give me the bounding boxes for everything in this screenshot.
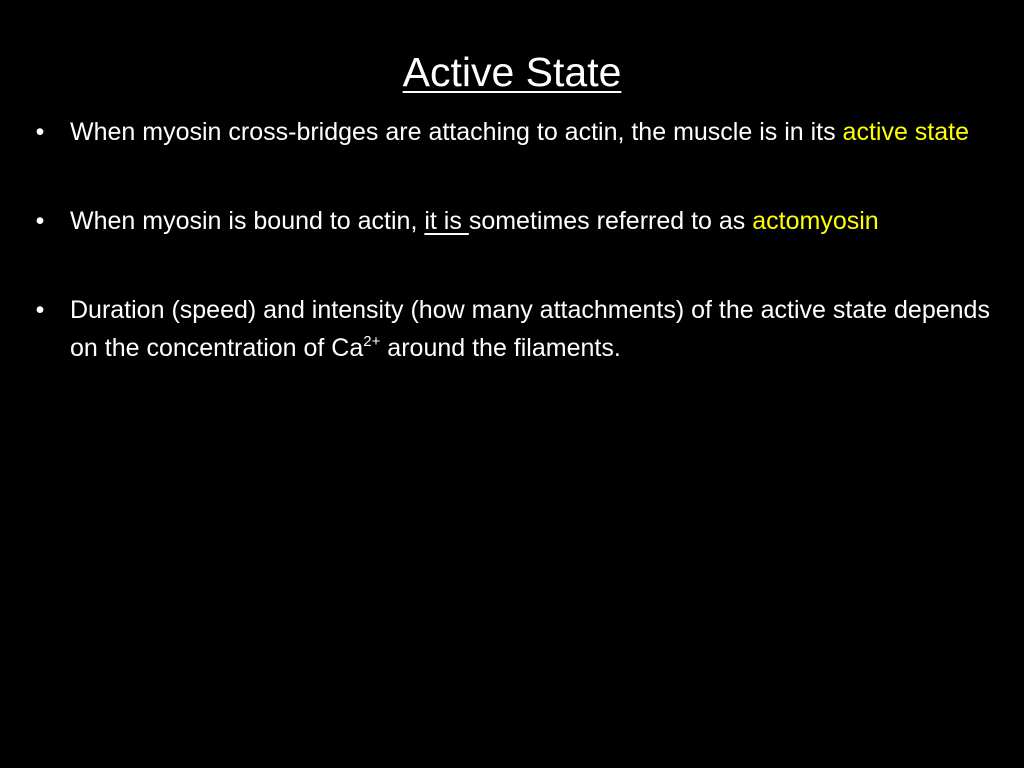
bullet-item xyxy=(30,291,998,367)
slide-title-text: Active State xyxy=(402,49,622,95)
underlined-text: it is xyxy=(424,207,469,235)
bullet-dot-icon: • xyxy=(35,296,45,324)
bullet-text-continued: sometimes referred to as xyxy=(468,207,753,235)
bullet-item xyxy=(30,202,998,240)
slide-title xyxy=(0,44,1024,100)
highlighted-term: actomyosin xyxy=(752,207,879,235)
highlighted-term: active state xyxy=(842,118,969,146)
bullet-dot-icon: • xyxy=(35,207,45,235)
bullet-text-continued: around the filaments. xyxy=(380,334,621,362)
bullet-list xyxy=(30,113,998,418)
superscript-charge: 2+ xyxy=(363,333,381,350)
bullet-item xyxy=(30,113,998,151)
bullet-text: Duration (speed) and intensity (how many attachments) of the active state depends on the concentration of Ca xyxy=(70,296,990,362)
bullet-text: When myosin cross-bridges are attaching to actin, the muscle is in its xyxy=(70,118,843,146)
bullet-dot-icon: • xyxy=(35,118,45,146)
bullet-text: When myosin is bound to actin, xyxy=(70,207,425,235)
